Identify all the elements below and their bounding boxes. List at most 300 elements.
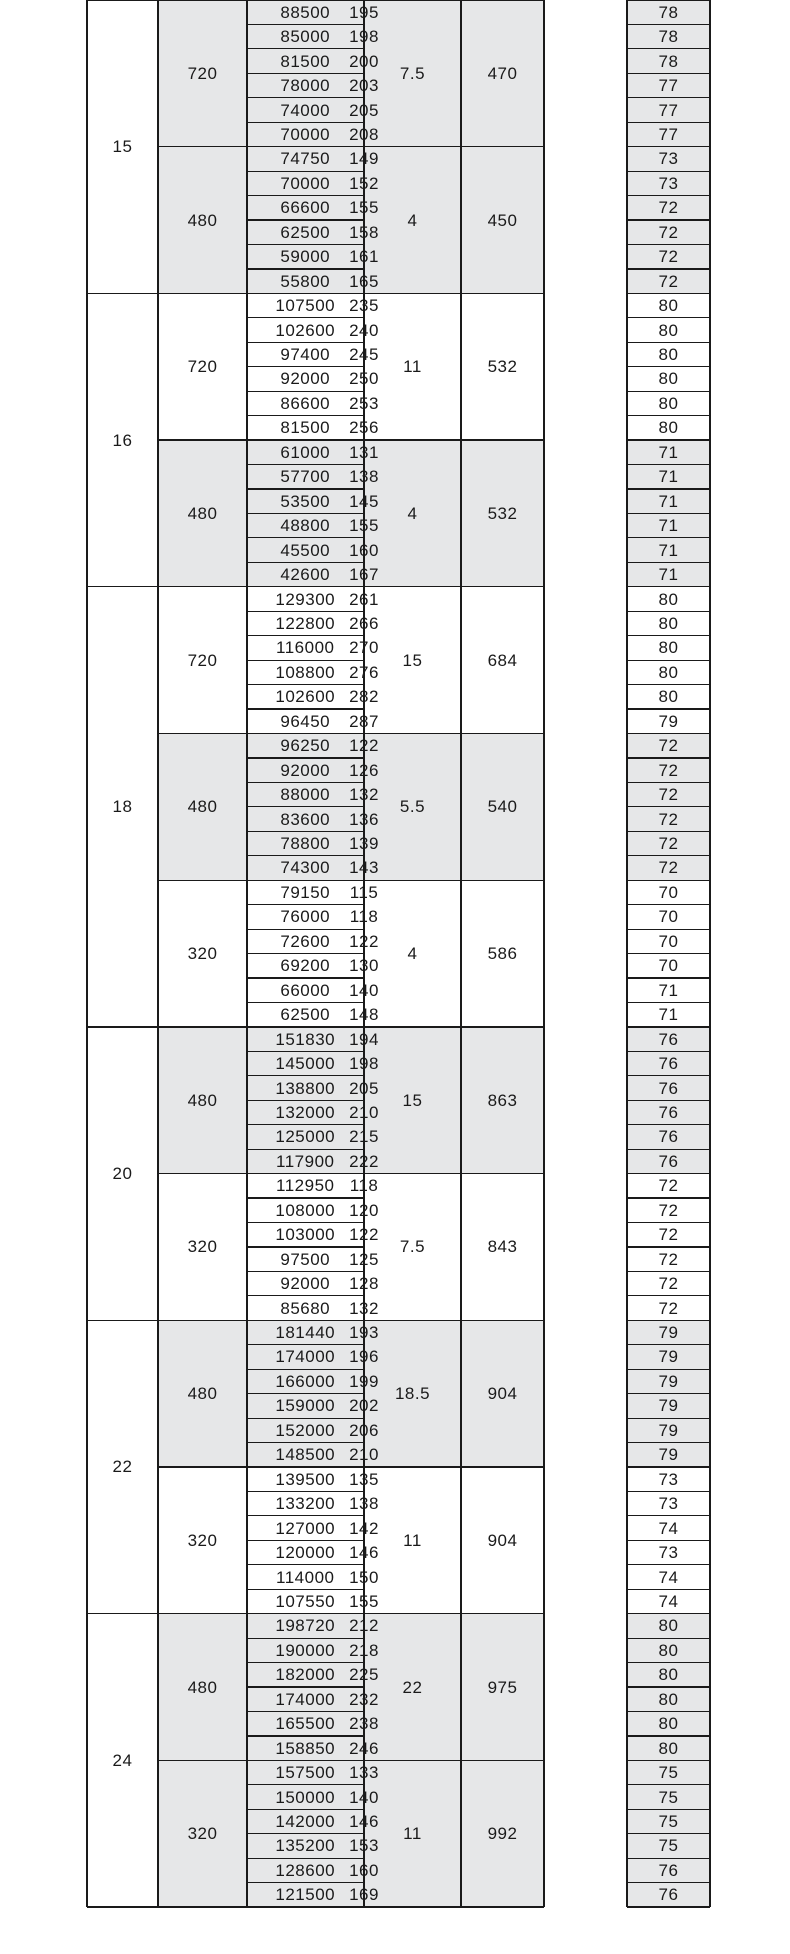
row-rule bbox=[627, 1491, 710, 1492]
speed-cell: 480 bbox=[187, 797, 218, 817]
row-rule bbox=[627, 268, 710, 269]
speed-cell: 480 bbox=[187, 1384, 218, 1404]
row-rule bbox=[247, 1809, 364, 1810]
column-rule bbox=[709, 0, 710, 1907]
row-rule bbox=[627, 0, 710, 1]
noise-cell: 75 bbox=[658, 1787, 679, 1807]
airflow-cell: 55800 bbox=[280, 271, 331, 291]
airflow-cell: 127000 bbox=[275, 1518, 336, 1538]
noise-cell: 72 bbox=[658, 736, 679, 756]
speed-cell: 320 bbox=[187, 1824, 218, 1844]
weight-cell: 684 bbox=[487, 650, 518, 670]
row-rule bbox=[627, 1197, 710, 1198]
airflow-cell: 107550 bbox=[275, 1591, 336, 1611]
row-rule bbox=[627, 562, 710, 563]
row-rule bbox=[247, 1589, 364, 1590]
power-cell: 15 bbox=[402, 650, 423, 670]
speed-cell: 480 bbox=[187, 1677, 218, 1697]
noise-cell: 75 bbox=[658, 1812, 679, 1832]
row-rule bbox=[627, 488, 710, 489]
row-rule bbox=[247, 684, 364, 685]
noise-cell: 72 bbox=[658, 198, 679, 218]
row-rule bbox=[247, 1638, 364, 1639]
row-rule bbox=[158, 880, 544, 881]
row-rule bbox=[247, 1197, 364, 1198]
power-cell: 11 bbox=[403, 1530, 422, 1550]
weight-cell: 450 bbox=[487, 210, 518, 230]
noise-cell: 74 bbox=[658, 1567, 679, 1587]
noise-cell: 71 bbox=[658, 540, 679, 560]
row-rule bbox=[247, 1858, 364, 1859]
power-cell: 7.5 bbox=[399, 63, 426, 83]
row-rule bbox=[627, 708, 710, 709]
power-cell: 11 bbox=[403, 357, 422, 377]
row-rule bbox=[247, 537, 364, 538]
row-rule bbox=[247, 317, 364, 318]
noise-cell: 80 bbox=[658, 687, 679, 707]
noise-cell: 78 bbox=[658, 27, 679, 47]
noise-cell: 76 bbox=[658, 1102, 679, 1122]
row-rule bbox=[247, 1075, 364, 1076]
row-rule bbox=[627, 660, 710, 661]
airflow-cell: 92000 bbox=[280, 1274, 331, 1294]
airflow-cell: 53500 bbox=[280, 491, 331, 511]
row-rule bbox=[627, 415, 710, 416]
row-rule bbox=[247, 1711, 364, 1712]
row-rule bbox=[247, 708, 364, 709]
airflow-cell: 83600 bbox=[280, 809, 331, 829]
noise-cell: 79 bbox=[658, 1445, 679, 1465]
row-rule bbox=[627, 831, 710, 832]
noise-cell: 79 bbox=[658, 1396, 679, 1416]
row-rule bbox=[627, 97, 710, 98]
airflow-cell: 132000 bbox=[275, 1102, 336, 1122]
row-rule bbox=[247, 1222, 364, 1223]
noise-cell: 72 bbox=[658, 858, 679, 878]
noise-cell: 77 bbox=[658, 124, 679, 144]
size-cell: 22 bbox=[87, 1320, 158, 1613]
column-rule bbox=[543, 0, 544, 1907]
noise-cell: 80 bbox=[658, 1665, 679, 1685]
power-cell: 11 bbox=[403, 1824, 422, 1844]
speed-cell: 720 bbox=[187, 650, 218, 670]
noise-cell: 79 bbox=[658, 1371, 679, 1391]
row-rule bbox=[247, 415, 364, 416]
airflow-cell: 88500 bbox=[280, 2, 331, 22]
row-rule bbox=[87, 293, 158, 294]
row-rule bbox=[247, 831, 364, 832]
speed-cell: 320 bbox=[187, 1530, 218, 1550]
weight-cell: 975 bbox=[487, 1677, 518, 1697]
row-rule bbox=[87, 1026, 158, 1027]
size-cell: 18 bbox=[87, 587, 158, 1027]
noise-cell: 76 bbox=[658, 1029, 679, 1049]
airflow-cell: 61000 bbox=[280, 442, 331, 462]
row-rule bbox=[247, 635, 364, 636]
size-cell: 20 bbox=[87, 1027, 158, 1320]
airflow-cell: 69200 bbox=[280, 956, 331, 976]
row-rule bbox=[247, 929, 364, 930]
weight-cell: 992 bbox=[487, 1824, 518, 1844]
row-rule bbox=[627, 1540, 710, 1541]
noise-cell: 72 bbox=[658, 1249, 679, 1269]
row-rule bbox=[627, 1515, 710, 1516]
airflow-cell: 79150 bbox=[280, 882, 331, 902]
airflow-cell: 66600 bbox=[280, 198, 331, 218]
airflow-cell: 45500 bbox=[280, 540, 331, 560]
airflow-cell: 114000 bbox=[276, 1567, 335, 1587]
weight-cell: 843 bbox=[487, 1237, 518, 1257]
noise-cell: 73 bbox=[658, 1469, 679, 1489]
row-rule bbox=[87, 1906, 158, 1907]
airflow-cell: 138800 bbox=[275, 1078, 336, 1098]
power-cell: 15 bbox=[402, 1090, 423, 1110]
noise-cell: 76 bbox=[658, 1078, 679, 1098]
column-rule bbox=[363, 0, 364, 1907]
row-rule bbox=[627, 73, 710, 74]
noise-cell: 72 bbox=[658, 760, 679, 780]
row-rule bbox=[627, 1466, 710, 1467]
noise-cell: 75 bbox=[658, 1763, 679, 1783]
airflow-cell: 108000 bbox=[275, 1200, 336, 1220]
noise-cell: 80 bbox=[658, 613, 679, 633]
row-rule bbox=[627, 1442, 710, 1443]
row-rule bbox=[247, 660, 364, 661]
row-rule bbox=[627, 1711, 710, 1712]
row-rule bbox=[627, 48, 710, 49]
size-cell: 24 bbox=[87, 1614, 158, 1907]
row-rule bbox=[627, 171, 710, 172]
airflow-cell: 165500 bbox=[275, 1714, 336, 1734]
row-rule bbox=[247, 244, 364, 245]
row-rule bbox=[247, 391, 364, 392]
row-rule bbox=[247, 342, 364, 343]
airflow-cell: 86600 bbox=[280, 393, 331, 413]
row-rule bbox=[247, 757, 364, 758]
airflow-cell: 74300 bbox=[280, 858, 331, 878]
airflow-cell: 116000 bbox=[276, 638, 335, 658]
row-rule bbox=[627, 953, 710, 954]
row-rule bbox=[247, 48, 364, 49]
airflow-cell: 78000 bbox=[280, 76, 331, 96]
noise-cell: 80 bbox=[658, 1616, 679, 1636]
noise-cell: 71 bbox=[658, 980, 679, 1000]
airflow-cell: 133200 bbox=[275, 1494, 336, 1514]
airflow-cell: 159000 bbox=[275, 1396, 336, 1416]
row-rule bbox=[247, 488, 364, 489]
power-cell: 4 bbox=[407, 503, 418, 523]
row-rule bbox=[627, 366, 710, 367]
row-rule bbox=[627, 219, 710, 220]
noise-cell: 79 bbox=[658, 1347, 679, 1367]
noise-cell: 71 bbox=[658, 516, 679, 536]
speed-cell: 720 bbox=[187, 63, 218, 83]
row-rule bbox=[87, 1613, 158, 1614]
airflow-cell: 92000 bbox=[280, 760, 331, 780]
noise-cell: 77 bbox=[658, 76, 679, 96]
noise-cell: 71 bbox=[658, 565, 679, 585]
row-rule bbox=[247, 171, 364, 172]
row-rule bbox=[247, 366, 364, 367]
row-rule bbox=[627, 684, 710, 685]
airflow-cell: 62500 bbox=[280, 1005, 331, 1025]
row-rule bbox=[247, 1002, 364, 1003]
airflow-cell: 174000 bbox=[275, 1689, 336, 1709]
power-cell: 4 bbox=[407, 210, 418, 230]
noise-cell: 74 bbox=[658, 1591, 679, 1611]
airflow-cell: 157500 bbox=[275, 1763, 336, 1783]
airflow-cell: 150000 bbox=[275, 1787, 336, 1807]
airflow-cell: 103000 bbox=[275, 1225, 336, 1245]
row-rule bbox=[627, 1906, 710, 1907]
noise-cell: 80 bbox=[658, 589, 679, 609]
row-rule bbox=[627, 1124, 710, 1125]
noise-cell: 73 bbox=[658, 173, 679, 193]
airflow-cell: 108800 bbox=[275, 662, 336, 682]
airflow-cell: 97400 bbox=[280, 345, 331, 365]
column-rule bbox=[626, 0, 627, 1907]
airflow-cell: 92000 bbox=[280, 369, 331, 389]
row-rule bbox=[627, 929, 710, 930]
noise-cell: 80 bbox=[658, 662, 679, 682]
noise-cell: 75 bbox=[658, 1836, 679, 1856]
weight-cell: 532 bbox=[487, 503, 518, 523]
airflow-cell: 117900 bbox=[276, 1151, 335, 1171]
airflow-cell: 198720 bbox=[275, 1616, 336, 1636]
size-cell: 15 bbox=[87, 0, 158, 293]
row-rule bbox=[627, 1369, 710, 1370]
weight-cell: 863 bbox=[487, 1090, 518, 1110]
noise-cell: 79 bbox=[658, 711, 679, 731]
row-rule bbox=[627, 1320, 710, 1321]
noise-cell: 73 bbox=[658, 149, 679, 169]
row-rule bbox=[627, 317, 710, 318]
row-rule bbox=[247, 1833, 364, 1834]
row-rule bbox=[627, 244, 710, 245]
airflow-cell: 76000 bbox=[280, 907, 331, 927]
row-rule bbox=[627, 1833, 710, 1834]
weight-cell: 904 bbox=[487, 1384, 518, 1404]
row-rule bbox=[627, 1662, 710, 1663]
airflow-cell: 145000 bbox=[275, 1054, 336, 1074]
noise-cell: 74 bbox=[658, 1518, 679, 1538]
airflow-cell: 128600 bbox=[275, 1860, 336, 1880]
airflow-cell: 107500 bbox=[275, 296, 336, 316]
row-rule bbox=[627, 611, 710, 612]
row-rule bbox=[627, 757, 710, 758]
airflow-cell: 148500 bbox=[275, 1445, 336, 1465]
row-rule bbox=[247, 611, 364, 612]
row-rule bbox=[627, 513, 710, 514]
noise-cell: 70 bbox=[658, 882, 679, 902]
noise-cell: 78 bbox=[658, 2, 679, 22]
airflow-cell: 158850 bbox=[275, 1738, 336, 1758]
row-rule bbox=[247, 562, 364, 563]
noise-cell: 72 bbox=[658, 222, 679, 242]
noise-cell: 80 bbox=[658, 1714, 679, 1734]
airflow-cell: 151830 bbox=[275, 1029, 336, 1049]
row-rule bbox=[627, 880, 710, 881]
noise-cell: 79 bbox=[658, 1420, 679, 1440]
row-rule bbox=[247, 1784, 364, 1785]
row-rule bbox=[627, 586, 710, 587]
row-rule bbox=[627, 977, 710, 978]
speed-cell: 320 bbox=[187, 944, 218, 964]
row-rule bbox=[247, 1418, 364, 1419]
row-rule bbox=[158, 0, 544, 1]
noise-cell: 80 bbox=[658, 1738, 679, 1758]
row-rule bbox=[627, 1051, 710, 1052]
noise-cell: 76 bbox=[658, 1151, 679, 1171]
row-rule bbox=[247, 904, 364, 905]
airflow-cell: 135200 bbox=[275, 1836, 336, 1856]
row-rule bbox=[158, 1026, 544, 1027]
row-rule bbox=[627, 195, 710, 196]
row-rule bbox=[627, 1271, 710, 1272]
noise-cell: 72 bbox=[658, 834, 679, 854]
row-rule bbox=[627, 1393, 710, 1394]
noise-cell: 78 bbox=[658, 51, 679, 71]
row-rule bbox=[627, 1809, 710, 1810]
noise-cell: 80 bbox=[658, 296, 679, 316]
row-rule bbox=[627, 439, 710, 440]
airflow-cell: 174000 bbox=[275, 1347, 336, 1367]
noise-cell: 77 bbox=[658, 100, 679, 120]
row-rule bbox=[247, 268, 364, 269]
row-rule bbox=[247, 1564, 364, 1565]
row-rule bbox=[627, 1784, 710, 1785]
row-rule bbox=[627, 782, 710, 783]
noise-cell: 72 bbox=[658, 271, 679, 291]
noise-cell: 72 bbox=[658, 247, 679, 267]
row-rule bbox=[627, 1100, 710, 1101]
row-rule bbox=[247, 24, 364, 25]
row-rule bbox=[247, 782, 364, 783]
noise-cell: 76 bbox=[658, 1127, 679, 1147]
row-rule bbox=[627, 1173, 710, 1174]
row-rule bbox=[247, 513, 364, 514]
airflow-cell: 112950 bbox=[276, 1176, 335, 1196]
airflow-cell: 66000 bbox=[280, 980, 331, 1000]
row-rule bbox=[627, 1613, 710, 1614]
row-rule bbox=[247, 1295, 364, 1296]
airflow-cell: 102600 bbox=[275, 320, 336, 340]
row-rule bbox=[158, 1760, 544, 1761]
row-rule bbox=[247, 1100, 364, 1101]
row-rule bbox=[158, 146, 544, 147]
noise-cell: 76 bbox=[658, 1860, 679, 1880]
airflow-cell: 142000 bbox=[275, 1812, 336, 1832]
noise-cell: 79 bbox=[658, 1323, 679, 1343]
row-rule bbox=[627, 1246, 710, 1247]
row-rule bbox=[627, 464, 710, 465]
row-rule bbox=[627, 1735, 710, 1736]
noise-cell: 71 bbox=[658, 491, 679, 511]
row-rule bbox=[158, 293, 544, 294]
row-rule bbox=[247, 1735, 364, 1736]
row-rule bbox=[627, 1295, 710, 1296]
row-rule bbox=[247, 464, 364, 465]
airflow-cell: 57700 bbox=[280, 467, 331, 487]
row-rule bbox=[247, 855, 364, 856]
noise-cell: 76 bbox=[658, 1054, 679, 1074]
weight-cell: 470 bbox=[487, 63, 518, 83]
airflow-cell: 125000 bbox=[275, 1127, 336, 1147]
speed-cell: 720 bbox=[187, 357, 218, 377]
row-rule bbox=[627, 1002, 710, 1003]
power-cell: 18.5 bbox=[394, 1384, 431, 1404]
noise-cell: 76 bbox=[658, 1885, 679, 1905]
power-cell: 22 bbox=[402, 1677, 423, 1697]
airflow-cell: 70000 bbox=[280, 124, 331, 144]
weight-cell: 540 bbox=[487, 797, 518, 817]
row-rule bbox=[627, 391, 710, 392]
row-rule bbox=[247, 1540, 364, 1541]
row-rule bbox=[627, 904, 710, 905]
row-rule bbox=[247, 219, 364, 220]
row-rule bbox=[627, 1589, 710, 1590]
noise-cell: 80 bbox=[658, 418, 679, 438]
row-rule bbox=[158, 439, 544, 440]
airflow-cell: 166000 bbox=[275, 1371, 336, 1391]
row-rule bbox=[247, 73, 364, 74]
row-rule bbox=[247, 1149, 364, 1150]
airflow-cell: 182000 bbox=[275, 1665, 336, 1685]
speed-cell: 480 bbox=[187, 503, 218, 523]
row-rule bbox=[627, 806, 710, 807]
airflow-cell: 74750 bbox=[280, 149, 331, 169]
airflow-cell: 181440 bbox=[275, 1323, 336, 1343]
row-rule bbox=[247, 977, 364, 978]
speed-cell: 480 bbox=[187, 1090, 218, 1110]
airflow-cell: 85680 bbox=[280, 1298, 331, 1318]
noise-cell: 70 bbox=[658, 907, 679, 927]
row-rule bbox=[627, 1026, 710, 1027]
noise-cell: 70 bbox=[658, 956, 679, 976]
row-rule bbox=[627, 1638, 710, 1639]
row-rule bbox=[247, 1124, 364, 1125]
row-rule bbox=[627, 24, 710, 25]
row-rule bbox=[247, 953, 364, 954]
column-rule bbox=[157, 0, 158, 1907]
weight-cell: 904 bbox=[487, 1530, 518, 1550]
noise-cell: 73 bbox=[658, 1543, 679, 1563]
row-rule bbox=[627, 146, 710, 147]
row-rule bbox=[627, 1686, 710, 1687]
row-rule bbox=[87, 586, 158, 587]
row-rule bbox=[627, 855, 710, 856]
noise-cell: 80 bbox=[658, 1640, 679, 1660]
power-cell: 4 bbox=[407, 944, 418, 964]
column-rule bbox=[86, 0, 87, 1907]
row-rule bbox=[247, 1882, 364, 1883]
airflow-cell: 190000 bbox=[275, 1640, 336, 1660]
speed-cell: 320 bbox=[187, 1237, 218, 1257]
airflow-cell: 152000 bbox=[275, 1420, 336, 1440]
airflow-cell: 121500 bbox=[275, 1885, 336, 1905]
row-rule bbox=[247, 1662, 364, 1663]
row-rule bbox=[158, 1173, 544, 1174]
airflow-cell: 96450 bbox=[280, 711, 331, 731]
row-rule bbox=[247, 195, 364, 196]
row-rule bbox=[247, 1491, 364, 1492]
noise-cell: 72 bbox=[658, 1274, 679, 1294]
row-rule bbox=[87, 0, 158, 1]
noise-cell: 80 bbox=[658, 320, 679, 340]
weight-cell: 586 bbox=[487, 944, 518, 964]
row-rule bbox=[247, 1369, 364, 1370]
row-rule bbox=[158, 1466, 544, 1467]
